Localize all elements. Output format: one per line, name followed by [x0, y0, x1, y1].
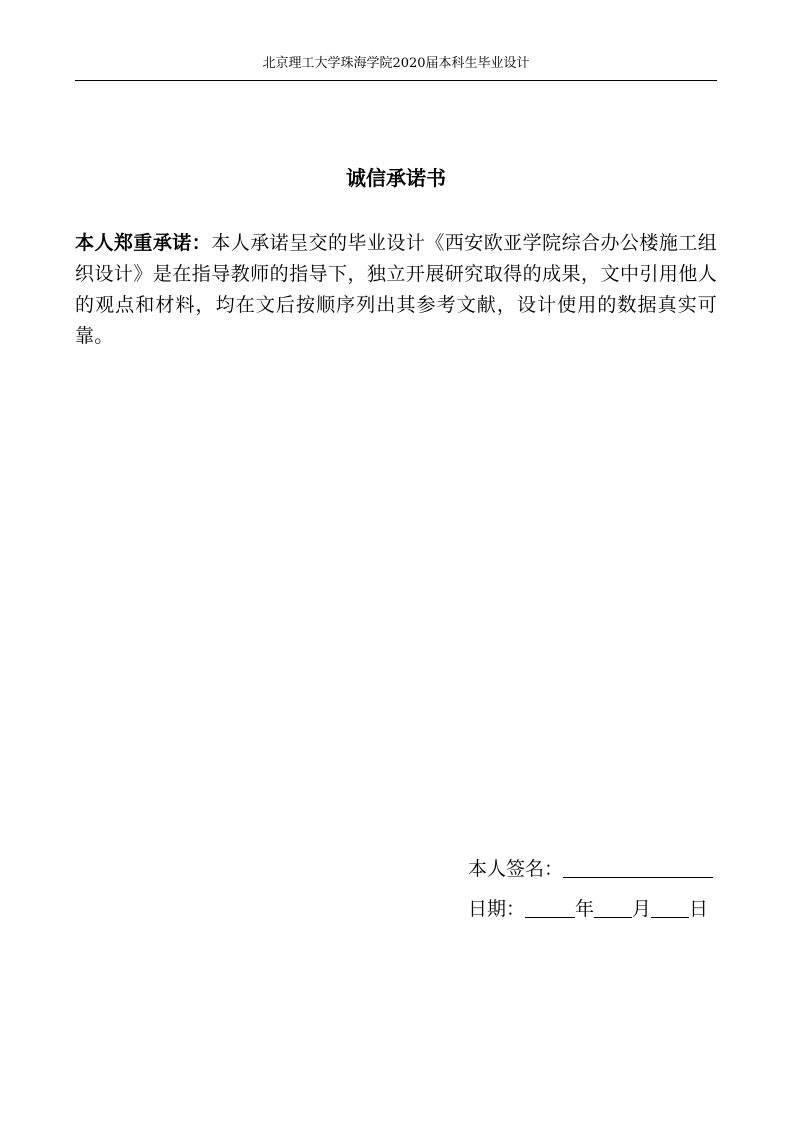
day-label: 日 — [689, 898, 709, 920]
pledge-body: 本人承诺呈交的毕业设计《西安欧亚学院综合办公楼施工组织设计》是在指导教师的指导下，独立开展研究取得的成果，文中引用他人的观点和材料，均在文后按顺序列出其参考文献，设计使用的数据真实可靠。 — [75, 232, 718, 347]
signature-date-line — [468, 892, 718, 926]
pledge-paragraph — [75, 228, 717, 352]
signature-label: 本人签名： — [468, 858, 564, 880]
page-header — [75, 54, 717, 81]
day-blank — [651, 893, 689, 918]
year-blank — [525, 893, 575, 918]
year-label: 年 — [575, 898, 595, 920]
signature-blank — [563, 853, 713, 878]
pledge-lead: 本人郑重承诺： — [75, 232, 212, 254]
signature-block — [468, 852, 718, 932]
signature-name-line — [468, 852, 718, 886]
month-blank — [594, 893, 632, 918]
running-header-title: 北京理工大学珠海学院2020届本科生毕业设计 — [262, 56, 530, 71]
date-label: 日期： — [468, 898, 526, 920]
document-title: 诚信承诺书 — [346, 166, 446, 190]
month-label: 月 — [632, 898, 652, 920]
